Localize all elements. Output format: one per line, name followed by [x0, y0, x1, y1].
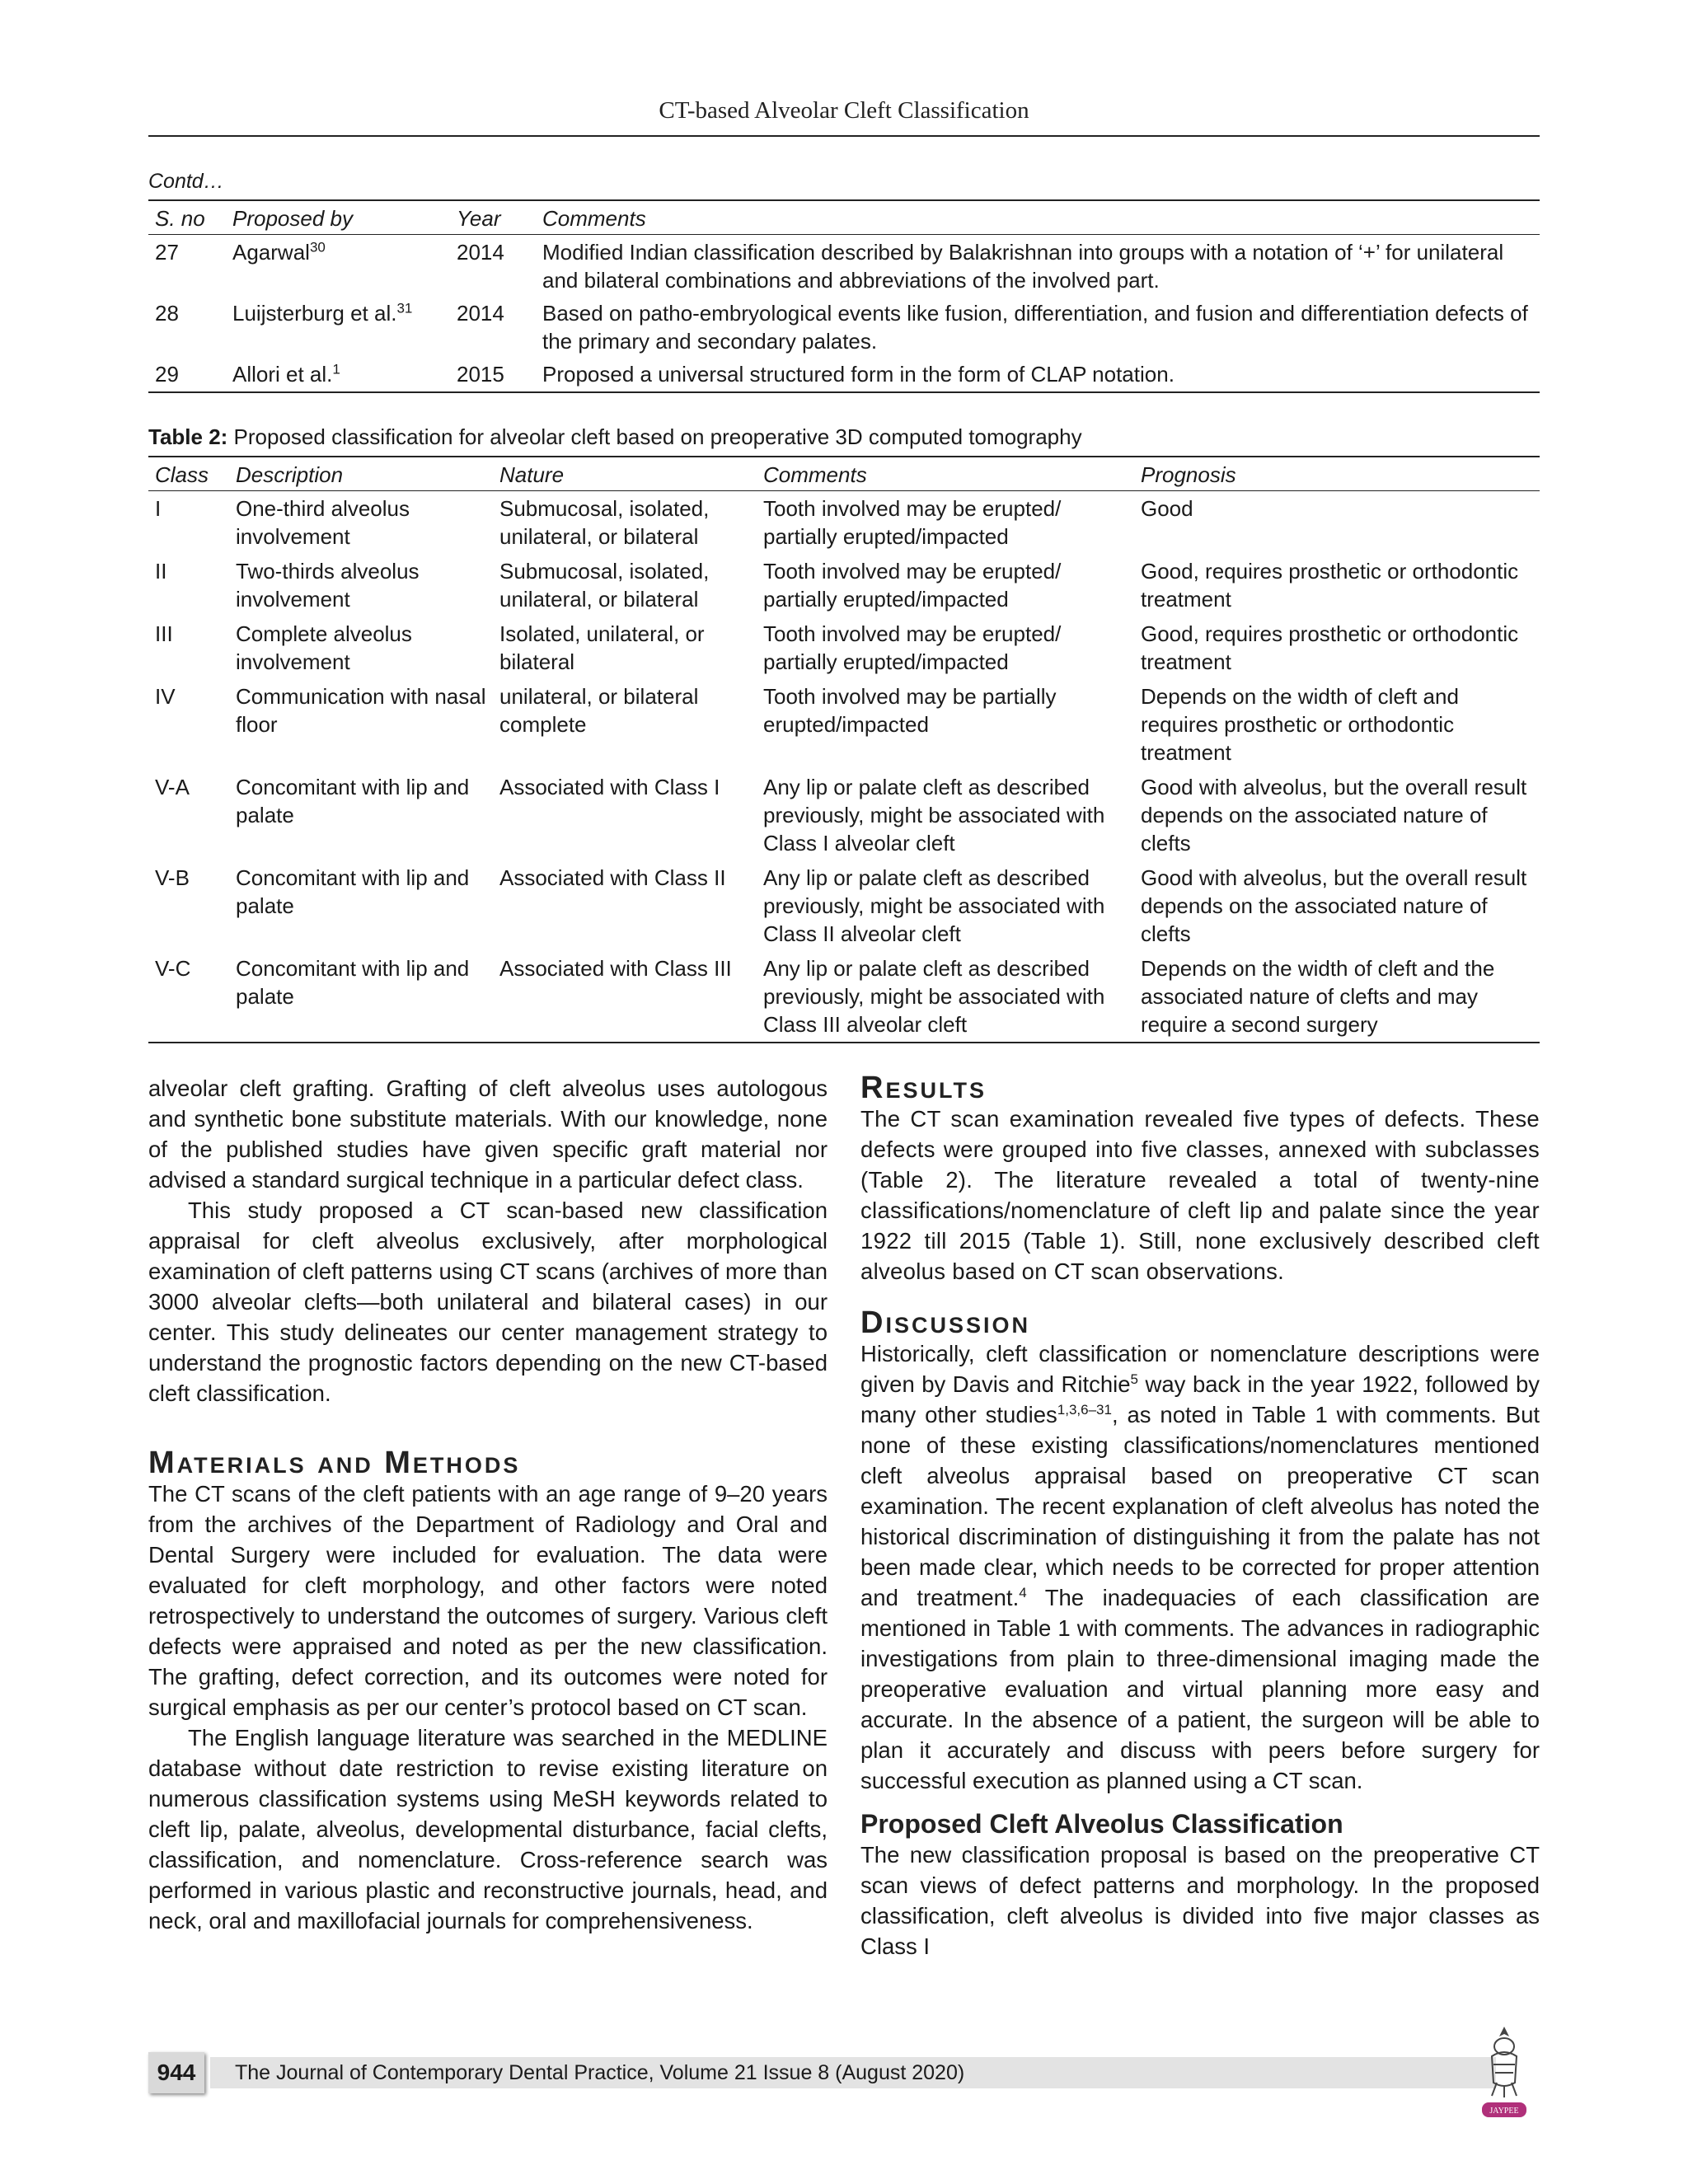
table-row — [148, 235, 1540, 297]
table2-cell-comments: Tooth involved may be erupted/ partially erupted/impacted — [763, 559, 1062, 612]
table2-cell-prognosis: Good with alveolus, but the overall result depends on the associated nature of clefts — [1141, 865, 1527, 946]
paragraph: The new classification proposal is based on the preoperative CT scan views of defect patterns and morphology. In the proposed classification, cleft alveolus is divided into five major classes as Class I — [860, 1842, 1540, 1959]
running-head: CT-based Alveolar Cleft Classification — [659, 97, 1029, 124]
table2 — [148, 456, 1540, 1043]
table2-cell-description: Concomitant with lip and palate — [236, 775, 470, 827]
table2-cell-comments: Tooth involved may be erupted/ partially erupted/impacted — [763, 621, 1062, 674]
paragraph: alveolar cleft grafting. Grafting of cleft alveolus uses autologous and synthetic bone substitute materials. With our knowledge, none of the published studies have given specific graft material nor advised a standard surgical technique in a particular defect class. — [148, 1076, 828, 1193]
page-number: 944 — [148, 2052, 204, 2093]
text-run: , as noted in Table 1 with comments. But none of these existing classifications/nomenclatures mentioned cleft alveolus appraisal based on preoperative CT scan examination. The recent explanation of cleft alveolus has noted the historical discrimination of distinguishing it from the palate has not been made clear, which needs to be corrected for proper attention and treatment. — [860, 1402, 1540, 1610]
table2-cell-class: IV — [155, 684, 176, 709]
text-run: way back in the year 1922, followed by many other studies — [860, 1371, 1540, 1427]
table2-cell-class: V-A — [155, 775, 190, 799]
citation-ref: 1,3,6–31 — [1057, 1401, 1112, 1418]
table2-cell-nature: Submucosal, isolated, unilateral, or bilateral — [499, 559, 710, 612]
citation-ref: 31 — [396, 300, 413, 316]
author-name: Allori et al. — [232, 362, 333, 387]
table1-cell-sno: 28 — [155, 301, 179, 326]
table2-caption — [148, 424, 1082, 450]
table1-header-proposed-by: Proposed by — [226, 200, 450, 235]
table1-cell-comment: Based on patho-embryological events like fusion, differentiation, and fusion and differentiation defects of the primary and secondary palates. — [542, 301, 1528, 354]
table2-cell-prognosis: Good — [1141, 496, 1193, 521]
table-row — [148, 491, 1540, 555]
subsection-heading: Proposed Cleft Alveolus Classification — [860, 1809, 1343, 1839]
table2-cell-prognosis: Good, requires prosthetic or orthodontic treatment — [1141, 559, 1519, 612]
table-row — [148, 951, 1540, 1043]
table1-cell-sno: 29 — [148, 357, 226, 392]
table2-cell-class: I — [155, 496, 162, 521]
table2-header-nature: Nature — [493, 457, 757, 491]
table1-cell-author — [226, 357, 450, 392]
table2-cell-class: V-C — [148, 951, 229, 1043]
table2-cell-nature: Associated with Class III — [493, 951, 757, 1043]
table2-cell-class: II — [155, 559, 167, 583]
table2-cell-class: V-B — [155, 865, 190, 890]
table2-cell-description: One-third alveolus involvement — [236, 496, 410, 549]
section-heading-discussion: Discussion — [860, 1305, 1030, 1340]
table2-cell-description: Concomitant with lip and palate — [236, 865, 470, 918]
table2-cell-prognosis: Depends on the width of cleft and requires prosthetic or orthodontic treatment — [1141, 684, 1459, 765]
table-row — [148, 770, 1540, 860]
section-heading-materials-methods: Materials and Methods — [148, 1446, 521, 1480]
table1-header-sno: S. no — [148, 200, 226, 235]
table2-cell-comments: Any lip or palate cleft as described previously, might be associated with Class I alveolar cleft — [763, 775, 1105, 855]
table-row — [148, 860, 1540, 951]
table1-header-comments: Comments — [536, 200, 1540, 235]
author-name: Luijsterburg et al. — [232, 301, 397, 326]
table2-cell-comments: Any lip or palate cleft as described previously, might be associated with Class III alveolar cleft — [757, 951, 1134, 1043]
table2-header-description: Description — [229, 457, 493, 491]
citation-ref: 1 — [332, 361, 340, 377]
jaypee-logo-icon — [1475, 2023, 1533, 2122]
table1-header-year: Year — [450, 200, 536, 235]
table-row — [148, 616, 1540, 679]
table2-header-class: Class — [148, 457, 229, 491]
table2-cell-comments: Tooth involved may be erupted/ partially erupted/impacted — [763, 496, 1062, 549]
paragraph — [860, 1338, 1540, 1796]
table2-cell-nature: unilateral, or bilateral complete — [499, 684, 699, 737]
table2-cell-prognosis: Depends on the width of cleft and the associated nature of clefts and may require a second surgery — [1134, 951, 1540, 1043]
citation-ref: 30 — [309, 239, 326, 255]
table1-cell-year: 2015 — [450, 357, 536, 392]
table2-cell-prognosis: Good, requires prosthetic or orthodontic treatment — [1141, 621, 1519, 674]
table1-cell-year: 2014 — [457, 240, 504, 265]
table2-cell-description: Complete alveolus involvement — [236, 621, 412, 674]
author-name: Agarwal — [232, 240, 310, 265]
table-row — [148, 357, 1540, 392]
table1-cell-sno: 27 — [155, 240, 179, 265]
table2-cell-prognosis: Good with alveolus, but the overall result depends on the associated nature of clefts — [1141, 775, 1527, 855]
table2-cell-description: Concomitant with lip and palate — [229, 951, 493, 1043]
citation-ref: 5 — [1130, 1371, 1139, 1387]
table2-cell-nature: Associated with Class I — [499, 775, 720, 799]
table2-cell-comments: Any lip or palate cleft as described previously, might be associated with Class II alveolar cleft — [763, 865, 1105, 946]
table2-header-row — [148, 457, 1540, 491]
left-column — [148, 1073, 828, 1936]
table1-cell-author — [226, 296, 450, 357]
paragraph: The CT scans of the cleft patients with an age range of 9–20 years from the archives of the Department of Radiology and Oral and Dental Surgery were included for evaluation. The data were evaluated for cleft morphology, and other factors were noted retrospectively to understand the outcomes of surgery. Various cleft defects were appraised and noted as per the new classification. The grafting, defect correction, and its outcomes were noted for surgical emphasis as per our center’s protocol based on CT scan. — [148, 1481, 828, 1720]
table-row — [148, 554, 1540, 616]
table1-header-row — [148, 200, 1540, 235]
table2-cell-comments: Tooth involved may be partially erupted/impacted — [763, 684, 1057, 737]
table2-cell-class: III — [155, 621, 173, 646]
table2-caption-text: Proposed classification for alveolar cleft based on preoperative 3D computed tomography — [227, 424, 1082, 449]
table2-header-prognosis: Prognosis — [1134, 457, 1540, 491]
table2-cell-nature: Associated with Class II — [499, 865, 726, 890]
text-run: The inadequacies of each classification are mentioned in Table 1 with comments. The advances in radiographic investigations from plain to three-dimensional imaging made the preoperative evaluation and virtual planning more easy and accurate. In the absence of a patient, the surgeon will be able to plan it accurately and discuss with peers before surgery for successful execution as planned using a CT scan. — [860, 1585, 1540, 1793]
table1-cell-year: 2014 — [457, 301, 504, 326]
table1-contd-label: Contd… — [148, 170, 224, 193]
text-run: Historically, cleft classification or nomenclature descriptions were given by Davis and Ritchie — [860, 1341, 1540, 1397]
paragraph: The CT scan examination revealed five types of defects. These defects were grouped into five classes, annexed with subclasses (Table 2). The literature revealed a total of twenty-nine classifications/nomenclature of cleft lip and palate since the year 1922 till 2015 (Table 1). Still, none exclusively described cleft alveolus based on CT scan observations. — [860, 1106, 1540, 1284]
table-row — [148, 679, 1540, 770]
header-rule — [148, 135, 1540, 137]
table1-cell-author — [226, 235, 450, 297]
paragraph: This study proposed a CT scan-based new classification appraisal for cleft alveolus exclusively, after morphological examination of cleft patterns using CT scans (archives of more than 3000 alveolar clefts—both unilateral and bilateral cases) in our center. This study delineates our center management strategy to understand the prognostic factors depending on the new CT-based cleft classification. — [148, 1197, 828, 1406]
logo-text: JAYPEE — [1489, 2107, 1519, 2116]
journal-footer: The Journal of Contemporary Dental Practice, Volume 21 Issue 8 (August 2020) — [210, 2057, 1496, 2088]
table2-cell-nature: Isolated, unilateral, or bilateral — [499, 621, 705, 674]
table2-caption-label: Table 2: — [148, 424, 228, 449]
table1-continued — [148, 199, 1540, 393]
table1-cell-comment: Proposed a universal structured form in the form of CLAP notation. — [536, 357, 1540, 392]
right-column — [860, 1073, 1540, 1961]
citation-ref: 4 — [1019, 1584, 1027, 1601]
table2-cell-description: Communication with nasal floor — [236, 684, 486, 737]
table2-header-comments: Comments — [757, 457, 1134, 491]
table1-cell-comment: Modified Indian classification described by Balakrishnan into groups with a notation of ‘+’ for unilateral and bilateral combinations and abbreviations of the involved part. — [542, 240, 1504, 293]
table2-cell-nature: Submucosal, isolated, unilateral, or bilateral — [499, 496, 710, 549]
paragraph: The English language literature was searched in the MEDLINE database without date restriction to revise existing literature on numerous classification systems using MeSH keywords related to cleft lip, palate, alveolus, developmental disturbance, facial clefts, classification, and nomenclature. Cross-reference search was performed in various plastic and reconstructive journals, head, and neck, oral and maxillofacial journals for comprehensiveness. — [148, 1725, 828, 1933]
table2-cell-description: Two-thirds alveolus involvement — [236, 559, 420, 612]
section-heading-results: Results — [860, 1071, 987, 1105]
table-row — [148, 296, 1540, 357]
